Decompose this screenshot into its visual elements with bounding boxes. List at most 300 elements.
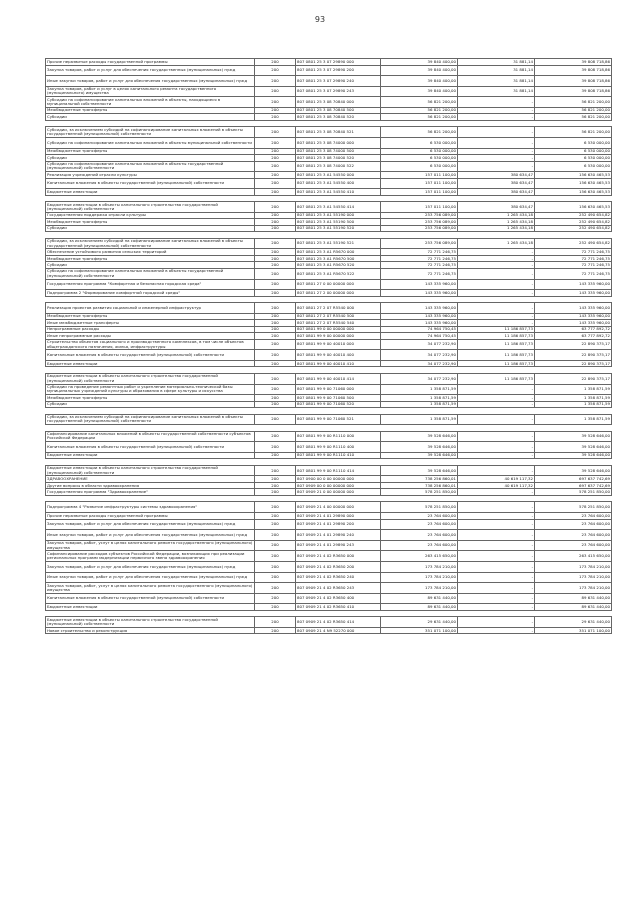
- table-row: [46, 127, 612, 138]
- row-code-cell: 200: [255, 350, 296, 361]
- row-code-cell: 200: [255, 326, 296, 333]
- row-classification-cell: 807 0801 25 3 07 29890 200: [296, 65, 381, 76]
- row-approved-amount-cell: 1 358 871,59: [381, 384, 458, 395]
- row-name-cell: Бюджетные инвестиции в объекты капитального строительства государственной (муниципальной) собственности: [46, 202, 255, 213]
- row-executed-amount-cell: -: [458, 279, 535, 290]
- row-classification-cell: 807 0801 25 3 08 74000 000: [296, 137, 381, 148]
- row-classification-cell: 807 0801 99 9 00 71060 520: [296, 401, 381, 408]
- row-remaining-amount-cell: 143 335 960,00: [535, 320, 612, 327]
- budget-execution-table: [45, 58, 612, 634]
- row-executed-amount-cell: -: [458, 290, 535, 297]
- table-row: [46, 627, 612, 634]
- row-code-cell: 200: [255, 617, 296, 628]
- row-classification-cell: 807 0801 25 3 07 29890 000: [296, 59, 381, 66]
- row-classification-cell: 807 0801 25 3 A1 54550 000: [296, 172, 381, 179]
- row-name-cell: Государственная поддержка отрасли культуры: [46, 212, 255, 219]
- row-approved-amount-cell: 143 335 960,00: [381, 320, 458, 327]
- row-code-cell: 200: [255, 137, 296, 148]
- table-row: [46, 561, 612, 572]
- table-row: [46, 97, 612, 108]
- row-executed-amount-cell: -: [458, 262, 535, 269]
- row-approved-amount-cell: 39 840 400,00: [381, 76, 458, 87]
- row-remaining-amount-cell: 29 631 440,00: [535, 617, 612, 628]
- row-name-cell: Субсидии на софинансирование капитальных вложений в объекты государственной (муниципальной) собственности: [46, 268, 255, 279]
- row-name-cell: Софинансирование капитальных вложений в объекты государственной собственности субъектов Российской Федерации: [46, 431, 255, 442]
- row-name-cell: Бюджетные инвестиции в объекты капитального строительства государственной (муниципальной) собственности: [46, 373, 255, 384]
- row-executed-amount-cell: 380 634,47: [458, 202, 535, 213]
- row-classification-cell: 807 0801 99 9 00 R1110 414: [296, 465, 381, 476]
- table-row: [46, 442, 612, 453]
- row-classification-cell: 807 0801 25 3 08 70840 000: [296, 97, 381, 108]
- row-classification-cell: 807 0900 00 0 00 00000 000: [296, 476, 381, 483]
- row-approved-amount-cell: 143 335 960,00: [381, 313, 458, 320]
- row-classification-cell: 807 0801 99 9 00 00000 000: [296, 333, 381, 340]
- row-classification-cell: 807 0801 25 3 08 70840 500: [296, 107, 381, 114]
- row-remaining-amount-cell: 252 490 654,82: [535, 212, 612, 219]
- row-remaining-amount-cell: 252 490 654,82: [535, 219, 612, 226]
- row-remaining-amount-cell: 39 808 718,86: [535, 86, 612, 97]
- row-approved-amount-cell: 74 964 750,45: [381, 333, 458, 340]
- row-code-cell: 200: [255, 502, 296, 513]
- row-classification-cell: 807 0801 25 3 A1 R5670 522: [296, 268, 381, 279]
- row-executed-amount-cell: -: [458, 395, 535, 402]
- row-code-cell: 200: [255, 313, 296, 320]
- row-code-cell: 200: [255, 290, 296, 297]
- row-executed-amount-cell: -: [458, 313, 535, 320]
- table-row: [46, 519, 612, 530]
- row-approved-amount-cell: 143 335 960,00: [381, 303, 458, 314]
- row-approved-amount-cell: 89 631 440,00: [381, 593, 458, 604]
- row-code-cell: 200: [255, 561, 296, 572]
- row-code-cell: 200: [255, 333, 296, 340]
- row-name-cell: Субсидии на проведение ремонтных работ и укрепление материально-технической базы муниципальных учреждений культуры и образования в сфере культуры и искусства: [46, 384, 255, 395]
- row-approved-amount-cell: 39 528 646,00: [381, 465, 458, 476]
- row-remaining-amount-cell: 1 358 871,59: [535, 414, 612, 425]
- row-executed-amount-cell: 40 619 117,32: [458, 476, 535, 483]
- row-name-cell: Субсидии, за исключением субсидий на софинансирование капитальных вложений в объекты государственной (муниципальной) собственности: [46, 238, 255, 249]
- row-name-cell: Подпрограмма 2 "Формирование комфортной городской среды": [46, 290, 255, 297]
- row-approved-amount-cell: 253 756 089,00: [381, 238, 458, 249]
- row-classification-cell: 807 0801 25 3 A1 55190 520: [296, 225, 381, 232]
- row-remaining-amount-cell: 143 335 960,00: [535, 313, 612, 320]
- row-executed-amount-cell: -: [458, 627, 535, 634]
- row-approved-amount-cell: 157 011 100,00: [381, 189, 458, 196]
- row-name-cell: Закупка товаров, работ и услуг в целях капитального ремонта государственного (муниципального) имущества: [46, 86, 255, 97]
- row-name-cell: Капитальные вложения в объекты государственной (муниципальной) собственности: [46, 442, 255, 453]
- row-executed-amount-cell: -: [458, 384, 535, 395]
- row-approved-amount-cell: 351 071 100,00: [381, 627, 458, 634]
- row-remaining-amount-cell: 697 637 742,69: [535, 482, 612, 489]
- row-code-cell: 200: [255, 414, 296, 425]
- table-row: [46, 350, 612, 361]
- row-code-cell: 200: [255, 76, 296, 87]
- row-remaining-amount-cell: 252 490 654,82: [535, 238, 612, 249]
- row-remaining-amount-cell: 56 821 200,00: [535, 97, 612, 108]
- row-remaining-amount-cell: 23 764 600,00: [535, 513, 612, 520]
- row-remaining-amount-cell: 72 771 246,75: [535, 268, 612, 279]
- row-approved-amount-cell: 1 358 871,59: [381, 414, 458, 425]
- row-approved-amount-cell: 578 251 850,00: [381, 502, 458, 513]
- row-classification-cell: 807 0801 25 3 A1 R5670 520: [296, 262, 381, 269]
- row-executed-amount-cell: -: [458, 127, 535, 138]
- row-executed-amount-cell: 11 186 857,73: [458, 339, 535, 350]
- row-name-cell: Иные непрограммные расходы: [46, 333, 255, 340]
- row-executed-amount-cell: -: [458, 268, 535, 279]
- row-executed-amount-cell: 1 265 434,18: [458, 219, 535, 226]
- row-executed-amount-cell: -: [458, 502, 535, 513]
- row-approved-amount-cell: 23 764 600,00: [381, 519, 458, 530]
- row-code-cell: 200: [255, 189, 296, 196]
- row-remaining-amount-cell: 578 251 850,00: [535, 489, 612, 496]
- row-classification-cell: 807 0801 99 9 00 40010 000: [296, 339, 381, 350]
- row-name-cell: Государственная программа "Комфортная и безопасная городская среда": [46, 279, 255, 290]
- row-approved-amount-cell: 39 840 400,00: [381, 65, 458, 76]
- row-remaining-amount-cell: 1 358 871,59: [535, 384, 612, 395]
- row-name-cell: ЗДРАВООХРАНЕНИЕ: [46, 476, 255, 483]
- row-name-cell: Капитальные вложения в объекты государственной (муниципальной) собственности: [46, 593, 255, 604]
- row-executed-amount-cell: -: [458, 513, 535, 520]
- row-remaining-amount-cell: 39 528 646,00: [535, 431, 612, 442]
- row-classification-cell: 807 0909 21 4 02 R3650 400: [296, 593, 381, 604]
- row-approved-amount-cell: 173 784 210,00: [381, 572, 458, 583]
- row-name-cell: Субсидии, за исключением субсидий на софинансирование капитальных вложений в объекты государственной (муниципальной) собственности: [46, 127, 255, 138]
- row-approved-amount-cell: 39 840 400,00: [381, 86, 458, 97]
- row-code-cell: 200: [255, 255, 296, 262]
- row-code-cell: 200: [255, 202, 296, 213]
- row-executed-amount-cell: 11 186 857,73: [458, 350, 535, 361]
- row-name-cell: Бюджетные инвестиции в объекты капитального строительства государственной (муниципальной) собственности: [46, 465, 255, 476]
- row-code-cell: 200: [255, 238, 296, 249]
- row-name-cell: Софинансирование расходов субъектов Российской Федерации, возникающих при реализации региональных программ модернизации первичного звена здравоохранения: [46, 551, 255, 562]
- row-remaining-amount-cell: 72 771 246,75: [535, 255, 612, 262]
- row-name-cell: Закупка товаров, работ и услуг для обеспечения государственных (муниципальных) нужд: [46, 519, 255, 530]
- row-code-cell: 200: [255, 395, 296, 402]
- row-approved-amount-cell: 39 528 646,00: [381, 452, 458, 459]
- row-name-cell: Субсидии, за исключением субсидий на софинансирование капитальных вложений в объекты государственной (муниципальной) собственности: [46, 414, 255, 425]
- row-code-cell: 200: [255, 127, 296, 138]
- row-code-cell: 200: [255, 401, 296, 408]
- row-remaining-amount-cell: 22 890 375,17: [535, 373, 612, 384]
- row-executed-amount-cell: 1 265 434,18: [458, 225, 535, 232]
- row-remaining-amount-cell: 1 358 871,59: [535, 401, 612, 408]
- row-name-cell: Государственная программа "Здравоохранение": [46, 489, 255, 496]
- row-classification-cell: 807 0801 25 3 07 29890 240: [296, 76, 381, 87]
- row-name-cell: Субсидии на софинансирование капитальных вложений в объекты, находящиеся в муниципальной собственности: [46, 97, 255, 108]
- row-classification-cell: 807 0801 27 2 00 00000 000: [296, 290, 381, 297]
- row-remaining-amount-cell: 63 777 892,72: [535, 333, 612, 340]
- row-code-cell: 200: [255, 219, 296, 226]
- row-executed-amount-cell: 11 186 857,73: [458, 360, 535, 367]
- row-code-cell: 200: [255, 303, 296, 314]
- row-approved-amount-cell: 6 530 000,00: [381, 137, 458, 148]
- row-code-cell: 200: [255, 155, 296, 162]
- table-row: [46, 339, 612, 350]
- row-approved-amount-cell: 253 756 089,00: [381, 225, 458, 232]
- row-approved-amount-cell: 23 764 600,00: [381, 540, 458, 551]
- row-name-cell: Межбюджетные трансферты: [46, 395, 255, 402]
- row-executed-amount-cell: -: [458, 519, 535, 530]
- row-approved-amount-cell: 1 358 871,59: [381, 401, 458, 408]
- row-remaining-amount-cell: 63 777 892,72: [535, 326, 612, 333]
- row-remaining-amount-cell: 39 528 646,00: [535, 452, 612, 459]
- row-remaining-amount-cell: 22 890 375,17: [535, 339, 612, 350]
- row-classification-cell: 807 0801 25 3 A1 R5670 500: [296, 255, 381, 262]
- row-code-cell: 200: [255, 172, 296, 179]
- row-classification-cell: 807 0801 99 9 00 R1110 000: [296, 431, 381, 442]
- row-approved-amount-cell: 6 530 000,00: [381, 161, 458, 172]
- row-executed-amount-cell: -: [458, 155, 535, 162]
- row-executed-amount-cell: -: [458, 249, 535, 256]
- row-executed-amount-cell: -: [458, 255, 535, 262]
- row-classification-cell: 807 0909 21 4 01 29890 000: [296, 513, 381, 520]
- table-row: [46, 530, 612, 541]
- row-approved-amount-cell: 143 335 960,00: [381, 279, 458, 290]
- row-classification-cell: 807 0801 25 3 08 74000 522: [296, 161, 381, 172]
- row-executed-amount-cell: -: [458, 583, 535, 594]
- row-classification-cell: 807 0801 25 3 A1 R5670 000: [296, 249, 381, 256]
- row-executed-amount-cell: -: [458, 604, 535, 611]
- row-code-cell: 200: [255, 530, 296, 541]
- row-name-cell: Капитальные вложения в объекты государственной (муниципальной) собственности: [46, 350, 255, 361]
- row-executed-amount-cell: 40 619 117,32: [458, 482, 535, 489]
- row-name-cell: Прочие неразвитые расходы государственной программы: [46, 513, 255, 520]
- row-name-cell: Прочие неразвитые расходы государственной программы: [46, 59, 255, 66]
- row-code-cell: 200: [255, 279, 296, 290]
- row-classification-cell: 807 0909 21 4 02 R3650 240: [296, 572, 381, 583]
- table-row: [46, 86, 612, 97]
- row-approved-amount-cell: 173 784 210,00: [381, 561, 458, 572]
- row-classification-cell: 807 0909 21 4 02 R3650 243: [296, 583, 381, 594]
- row-remaining-amount-cell: 23 764 600,00: [535, 540, 612, 551]
- row-code-cell: 200: [255, 519, 296, 530]
- row-name-cell: Новое строительство и реконструкция: [46, 627, 255, 634]
- row-remaining-amount-cell: 156 630 465,53: [535, 172, 612, 179]
- row-executed-amount-cell: -: [458, 114, 535, 121]
- row-remaining-amount-cell: 39 528 646,00: [535, 465, 612, 476]
- row-executed-amount-cell: -: [458, 465, 535, 476]
- row-name-cell: Субсидии на софинансирование капитальных вложений в объекты муниципальной собственности: [46, 137, 255, 148]
- row-approved-amount-cell: 72 771 246,75: [381, 268, 458, 279]
- row-classification-cell: 807 0801 25 3 07 29890 243: [296, 86, 381, 97]
- row-executed-amount-cell: 31 881,14: [458, 86, 535, 97]
- row-approved-amount-cell: 89 631 440,00: [381, 604, 458, 611]
- row-classification-cell: 807 0801 25 3 A1 55190 000: [296, 212, 381, 219]
- row-approved-amount-cell: 39 528 646,00: [381, 431, 458, 442]
- table-row: [46, 268, 612, 279]
- row-approved-amount-cell: 6 530 000,00: [381, 155, 458, 162]
- row-remaining-amount-cell: 173 784 210,00: [535, 583, 612, 594]
- row-name-cell: Субсидии: [46, 114, 255, 121]
- table-row: [46, 373, 612, 384]
- row-approved-amount-cell: 578 251 850,00: [381, 489, 458, 496]
- row-classification-cell: 807 0801 99 9 00 R1110 400: [296, 442, 381, 453]
- row-executed-amount-cell: 11 186 857,73: [458, 373, 535, 384]
- row-executed-amount-cell: -: [458, 593, 535, 604]
- row-name-cell: Субсидии: [46, 155, 255, 162]
- row-executed-amount-cell: 380 634,47: [458, 178, 535, 189]
- row-approved-amount-cell: 738 256 860,01: [381, 482, 458, 489]
- row-approved-amount-cell: 29 631 440,00: [381, 617, 458, 628]
- table-row: [46, 572, 612, 583]
- row-remaining-amount-cell: 23 764 600,00: [535, 519, 612, 530]
- row-approved-amount-cell: 72 771 246,75: [381, 262, 458, 269]
- row-remaining-amount-cell: 173 784 210,00: [535, 561, 612, 572]
- row-approved-amount-cell: 72 771 246,75: [381, 249, 458, 256]
- row-code-cell: 200: [255, 97, 296, 108]
- row-classification-cell: 807 0909 21 4 02 R3650 414: [296, 617, 381, 628]
- row-name-cell: Реализация учреждений отрасли культуры: [46, 172, 255, 179]
- table-row: [46, 502, 612, 513]
- row-remaining-amount-cell: 39 808 718,86: [535, 59, 612, 66]
- row-remaining-amount-cell: 22 890 375,17: [535, 350, 612, 361]
- row-executed-amount-cell: -: [458, 107, 535, 114]
- row-executed-amount-cell: 380 634,47: [458, 172, 535, 179]
- row-approved-amount-cell: 253 756 089,00: [381, 219, 458, 226]
- table-body: [46, 59, 612, 634]
- row-classification-cell: 807 0801 25 3 A1 55190 500: [296, 219, 381, 226]
- row-executed-amount-cell: 11 186 857,73: [458, 333, 535, 340]
- row-remaining-amount-cell: 1 358 871,59: [535, 395, 612, 402]
- row-name-cell: Подпрограмма 4 "Развитие инфраструктуры системы здравоохранения": [46, 502, 255, 513]
- row-classification-cell: 807 0801 25 3 A1 54550 410: [296, 189, 381, 196]
- table-row: [46, 202, 612, 213]
- row-approved-amount-cell: 23 764 600,00: [381, 530, 458, 541]
- row-remaining-amount-cell: 6 530 000,00: [535, 137, 612, 148]
- row-remaining-amount-cell: 156 630 465,53: [535, 178, 612, 189]
- row-name-cell: Межбюджетные трансферты: [46, 313, 255, 320]
- row-approved-amount-cell: 157 011 100,00: [381, 172, 458, 179]
- row-code-cell: 200: [255, 225, 296, 232]
- row-approved-amount-cell: 34 077 232,90: [381, 350, 458, 361]
- row-executed-amount-cell: -: [458, 414, 535, 425]
- table-row: [46, 540, 612, 551]
- row-code-cell: 200: [255, 476, 296, 483]
- row-executed-amount-cell: 1 265 434,18: [458, 212, 535, 219]
- row-remaining-amount-cell: 6 530 000,00: [535, 148, 612, 155]
- row-remaining-amount-cell: 143 335 960,00: [535, 290, 612, 297]
- row-code-cell: 200: [255, 593, 296, 604]
- row-classification-cell: 807 0909 21 4 02 R3650 000: [296, 551, 381, 562]
- table-row: [46, 384, 612, 395]
- row-name-cell: Закупка товаров, работ, услуг в целях капитального ремонта государственного (муниципального) имущества: [46, 583, 255, 594]
- row-name-cell: Субсидии: [46, 225, 255, 232]
- row-code-cell: 200: [255, 482, 296, 489]
- page-number: 93: [314, 15, 326, 24]
- row-code-cell: 200: [255, 262, 296, 269]
- row-executed-amount-cell: -: [458, 572, 535, 583]
- table-row: [46, 583, 612, 594]
- row-approved-amount-cell: 173 784 210,00: [381, 583, 458, 594]
- row-classification-cell: 807 0801 99 9 00 40010 410: [296, 360, 381, 367]
- row-classification-cell: 807 0801 99 9 00 71060 500: [296, 395, 381, 402]
- row-code-cell: 200: [255, 339, 296, 350]
- row-classification-cell: 807 0801 25 3 A1 54550 414: [296, 202, 381, 213]
- row-name-cell: Закупка товаров, работ, услуг в целях капитального ремонта государственного (муниципального) имущества: [46, 540, 255, 551]
- row-approved-amount-cell: 253 756 089,00: [381, 212, 458, 219]
- row-code-cell: 200: [255, 465, 296, 476]
- row-classification-cell: 807 0801 25 3 08 74000 520: [296, 155, 381, 162]
- row-remaining-amount-cell: 263 415 650,00: [535, 551, 612, 562]
- row-classification-cell: 807 0801 27 2 07 R5540 500: [296, 313, 381, 320]
- row-classification-cell: 807 0909 21 4 N9 52270 000: [296, 627, 381, 634]
- row-classification-cell: 807 0909 21 4 01 29890 200: [296, 519, 381, 530]
- row-code-cell: 200: [255, 442, 296, 453]
- row-approved-amount-cell: 56 821 200,00: [381, 127, 458, 138]
- row-executed-amount-cell: -: [458, 551, 535, 562]
- row-name-cell: Закупка товаров, работ и услуг для обеспечения государственных (муниципальных) нужд: [46, 561, 255, 572]
- row-remaining-amount-cell: 143 335 960,00: [535, 279, 612, 290]
- row-name-cell: Бюджетные инвестиции: [46, 360, 255, 367]
- row-approved-amount-cell: 143 335 960,00: [381, 290, 458, 297]
- row-classification-cell: 807 0801 25 3 08 70840 520: [296, 114, 381, 121]
- row-code-cell: 200: [255, 604, 296, 611]
- row-approved-amount-cell: 34 077 232,90: [381, 339, 458, 350]
- row-code-cell: 200: [255, 551, 296, 562]
- row-executed-amount-cell: -: [458, 97, 535, 108]
- row-approved-amount-cell: 56 821 200,00: [381, 114, 458, 121]
- row-executed-amount-cell: 1 265 434,18: [458, 238, 535, 249]
- row-remaining-amount-cell: 89 631 440,00: [535, 593, 612, 604]
- row-name-cell: Бюджетные инвестиции: [46, 604, 255, 611]
- row-classification-cell: 807 0801 27 0 00 00000 000: [296, 279, 381, 290]
- row-approved-amount-cell: 56 821 200,00: [381, 97, 458, 108]
- row-executed-amount-cell: -: [458, 161, 535, 172]
- row-executed-amount-cell: -: [458, 401, 535, 408]
- row-code-cell: 200: [255, 452, 296, 459]
- row-classification-cell: 807 0801 99 0 00 00000 000: [296, 326, 381, 333]
- row-code-cell: 200: [255, 489, 296, 496]
- table-row: [46, 431, 612, 442]
- row-remaining-amount-cell: 39 808 718,86: [535, 76, 612, 87]
- row-name-cell: Субсидии: [46, 401, 255, 408]
- table-row: [46, 279, 612, 290]
- row-classification-cell: 807 0801 99 9 00 40010 400: [296, 350, 381, 361]
- table-row: [46, 238, 612, 249]
- row-executed-amount-cell: 380 634,47: [458, 189, 535, 196]
- row-classification-cell: 807 0801 27 2 07 R5540 000: [296, 303, 381, 314]
- row-code-cell: 200: [255, 431, 296, 442]
- row-executed-amount-cell: 31 881,14: [458, 59, 535, 66]
- row-approved-amount-cell: 56 821 200,00: [381, 107, 458, 114]
- row-executed-amount-cell: -: [458, 452, 535, 459]
- row-remaining-amount-cell: 578 251 850,00: [535, 502, 612, 513]
- row-classification-cell: 807 0909 21 4 00 00000 000: [296, 502, 381, 513]
- row-approved-amount-cell: 74 964 750,45: [381, 326, 458, 333]
- row-remaining-amount-cell: 89 631 440,00: [535, 604, 612, 611]
- row-name-cell: Закупка товаров, работ и услуг для обеспечения государственных (муниципальных) нужд: [46, 65, 255, 76]
- row-executed-amount-cell: -: [458, 148, 535, 155]
- row-code-cell: 200: [255, 373, 296, 384]
- row-classification-cell: 807 0801 25 3 08 70840 521: [296, 127, 381, 138]
- table-row: [46, 65, 612, 76]
- row-code-cell: 200: [255, 178, 296, 189]
- table-row: [46, 161, 612, 172]
- row-code-cell: 200: [255, 107, 296, 114]
- row-approved-amount-cell: 39 840 400,00: [381, 59, 458, 66]
- row-executed-amount-cell: -: [458, 561, 535, 572]
- table-row: [46, 303, 612, 314]
- row-code-cell: 200: [255, 161, 296, 172]
- row-name-cell: Межбюджетные трансферты: [46, 107, 255, 114]
- row-code-cell: 200: [255, 268, 296, 279]
- row-executed-amount-cell: 31 881,14: [458, 65, 535, 76]
- row-name-cell: Межбюджетные трансферты: [46, 219, 255, 226]
- row-code-cell: 200: [255, 627, 296, 634]
- row-approved-amount-cell: 263 415 650,00: [381, 551, 458, 562]
- row-remaining-amount-cell: 143 335 960,00: [535, 303, 612, 314]
- row-code-cell: 200: [255, 513, 296, 520]
- row-remaining-amount-cell: 72 771 246,75: [535, 262, 612, 269]
